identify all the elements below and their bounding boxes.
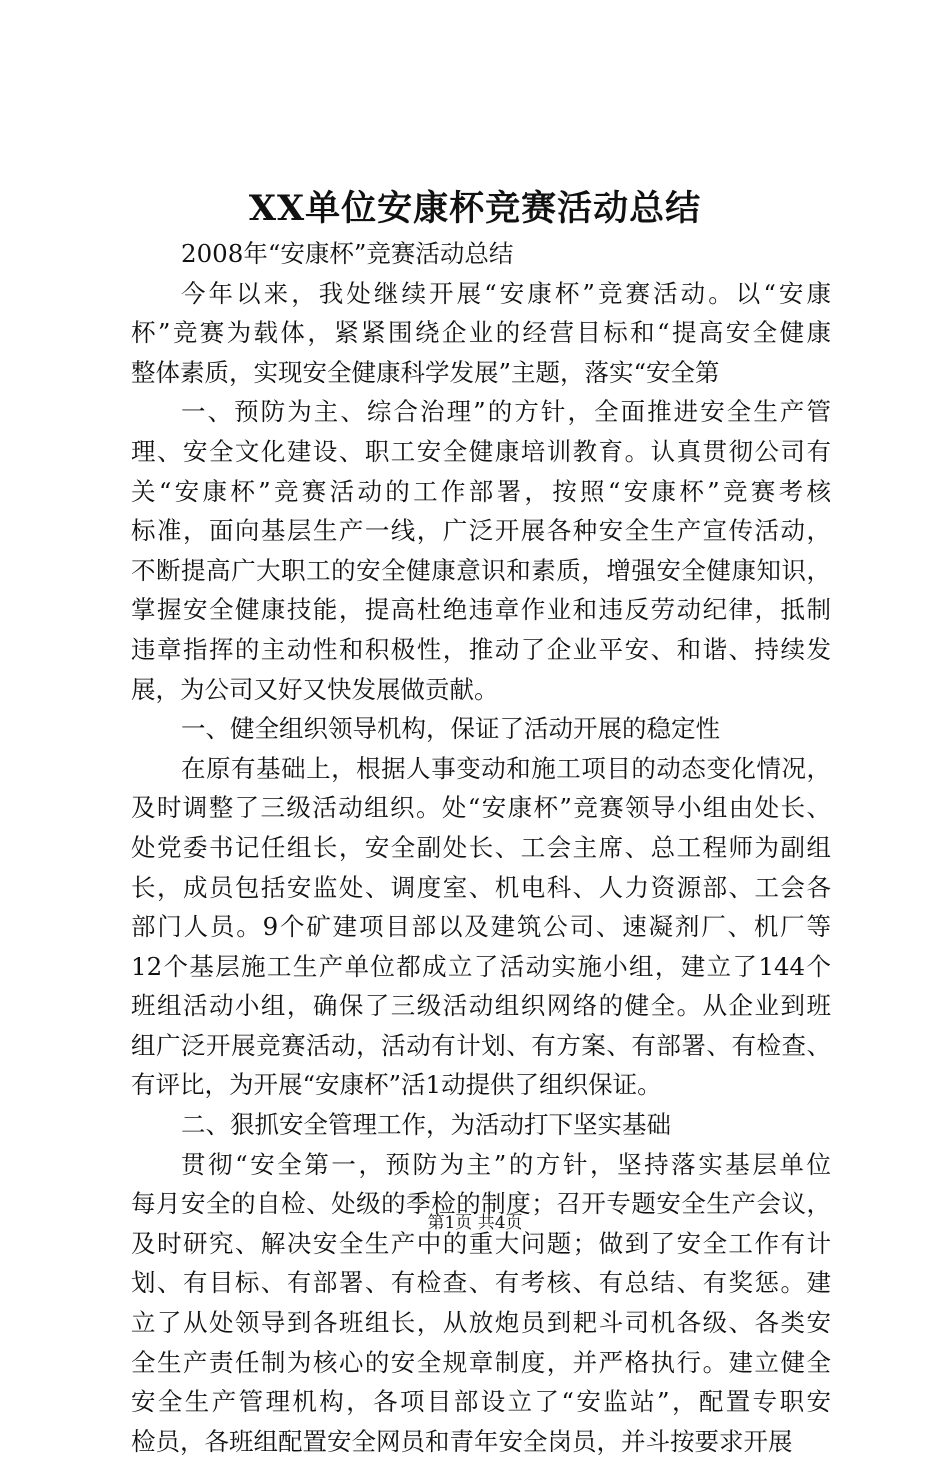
paragraph-line: 立了从处领导到各班组长，从放炮员到耙斗司机各级、各类安 (131, 1308, 831, 1338)
paragraph-line: 关“安康杯”竞赛活动的工作部署，按照“安康杯”竞赛考核 (131, 476, 831, 506)
paragraph-line: 掌握安全健康技能，提高杜绝违章作业和违反劳动纪律，抵制 (131, 595, 831, 625)
paragraph-line: 标准，面向基层生产一线，广泛开展各种安全生产宣传活动， (131, 516, 831, 546)
paragraph-line: 展，为公司又好又快发展做贡献。 (131, 674, 499, 704)
paragraph-line: 部门人员。9个矿建项目部以及建筑公司、速凝剂厂、机厂等 (131, 912, 831, 942)
paragraph-line: 安全生产管理机构，各项目部设立了“安监站”，配置专职安 (131, 1387, 831, 1417)
paragraph-line: 处党委书记任组长，安全副处长、工会主席、总工程师为副组 (131, 832, 831, 862)
paragraph-line: 有评比，为开展“安康杯”活1动提供了组织保证。 (131, 1070, 662, 1100)
document-title: XX单位安康杯竞赛活动总结 (248, 188, 702, 229)
paragraph-line: 及时调整了三级活动组织。处“安康杯”竞赛领导小组由处长、 (131, 793, 831, 823)
paragraph-line: 组广泛开展竞赛活动，活动有计划、有方案、有部署、有检查、 (131, 1030, 831, 1060)
paragraph-line: 整体素质，实现安全健康科学发展”主题，落实“安全第 (131, 357, 720, 387)
page-footer: 第1页 共4页 (427, 1213, 523, 1233)
paragraph-line: 贯彻“安全第一，预防为主”的方针，坚持落实基层单位 (181, 1149, 831, 1179)
document-subtitle: 2008年“安康杯”竞赛活动总结 (181, 239, 514, 268)
paragraph-line: 检员，各班组配置安全网员和青年安全岗员，并斗按要求开展 (131, 1426, 793, 1456)
paragraph-line: 理、安全文化建设、职工安全健康培训教育。认真贯彻公司有 (131, 436, 831, 466)
paragraph-line: 每月安全的自检、处级的季检的制度；召开专题安全生产会议， (131, 1189, 831, 1219)
paragraph-line: 一、健全组织领导机构，保证了活动开展的稳定性 (181, 714, 720, 744)
document-body (131, 234, 831, 1461)
paragraph-line: 一、预防为主、综合治理”的方针，全面推进安全生产管 (181, 397, 831, 427)
paragraph-line: 杯”竞赛为载体，紧紧围绕企业的经营目标和“提高安全健康 (131, 318, 831, 348)
paragraph-line: 不断提高广大职工的安全健康意识和素质，增强安全健康知识， (131, 555, 831, 585)
paragraph-line: 班组活动小组，确保了三级活动组织网络的健全。从企业到班 (131, 991, 831, 1021)
paragraph-line: 及时研究、解决安全生产中的重大问题；做到了安全工作有计 (131, 1228, 831, 1258)
paragraph-line: 全生产责任制为核心的安全规章制度，并严格执行。建立健全 (131, 1347, 831, 1377)
paragraph-line: 12个基层施工生产单位都成立了活动实施小组，建立了144个 (131, 951, 831, 981)
paragraph-line: 划、有目标、有部署、有检查、有考核、有总结、有奖惩。建 (131, 1268, 831, 1298)
paragraph-line: 长，成员包括安监处、调度室、机电科、人力资源部、工会各 (131, 872, 831, 902)
paragraph-line: 二、狠抓安全管理工作，为活动打下坚实基础 (181, 1110, 671, 1140)
paragraph-line: 违章指挥的主动性和积极性，推动了企业平安、和谐、持续发 (131, 634, 831, 664)
paragraph-line: 在原有基础上，根据人事变动和施工项目的动态变化情况， (181, 753, 831, 783)
paragraph-line: 今年以来，我处继续开展“安康杯”竞赛活动。以“安康 (181, 278, 831, 308)
